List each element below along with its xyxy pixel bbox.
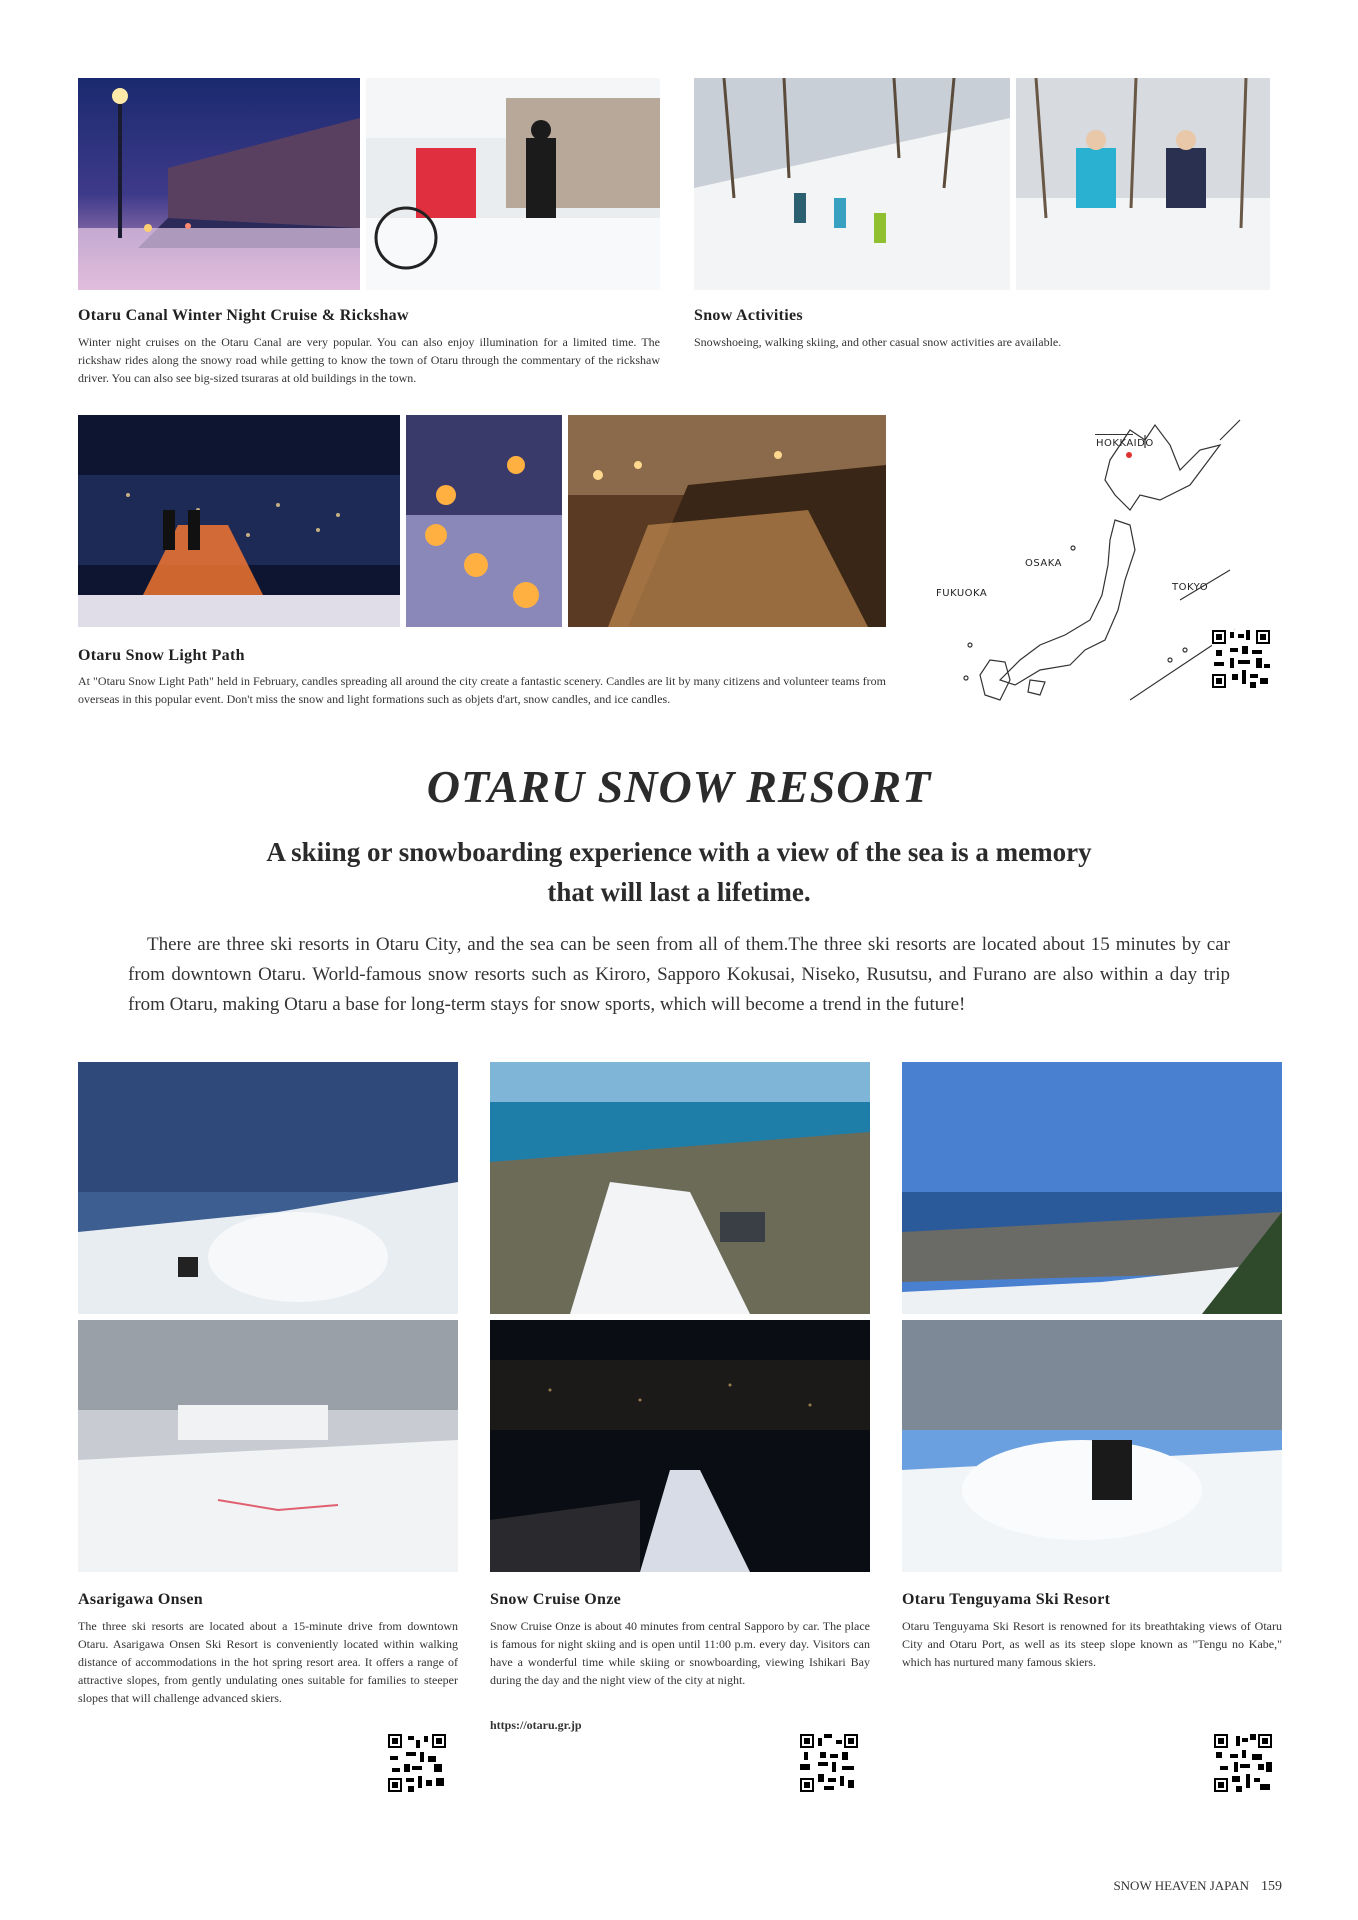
subtitle-line-1: A skiing or snowboarding experience with a view of the sea is a memory (266, 837, 1092, 867)
asarigawa-description: The three ski resorts are located about a 15-minute drive from downtown Otaru. Asarigawa Onsen Ski Resort is conveniently located within walking distance of accommodations in the hot spring resort area. It offers a range of attractive slopes, from gently undulating ones suitable for families to steeper slopes that will challenge advanced skiers. (78, 1619, 458, 1705)
snow-activities-description: Snowshoeing, walking skiing, and other casual snow activities are available. (694, 335, 1062, 349)
page-footer (1113, 1878, 1282, 1895)
night-view-couple-photo (78, 415, 400, 627)
snow-activities-title: Snow Activities (694, 307, 803, 324)
rickshaw-photo (366, 78, 660, 290)
qr-code-icon[interactable] (1212, 630, 1270, 688)
publication-name: SNOW HEAVEN JAPAN (1113, 1878, 1249, 1893)
map-label-tokyo: TOKYO (1172, 582, 1209, 593)
canal-snow-night-photo (568, 415, 886, 627)
tenguyama-view-photo (902, 1062, 1282, 1314)
asarigawa-slope-photo (78, 1320, 458, 1572)
feature-subtitle (200, 832, 1158, 912)
tenguyama-title: Otaru Tenguyama Ski Resort (902, 1591, 1111, 1608)
otaru-marker (1126, 452, 1132, 458)
onze-title: Snow Cruise Onze (490, 1591, 622, 1608)
map-label-osaka: OSAKA (1025, 558, 1062, 569)
japan-map (930, 400, 1260, 710)
canal-title: Otaru Canal Winter Night Cruise & Rickshaw (78, 307, 409, 324)
light-path-description: At "Otaru Snow Light Path" held in February, candles spreading all around the city create a fantastic scenery. Candles are lit by many citizens and volunteer teams from overseas in this popular event. Don't miss the snow and light formations such as objets d'art, snow candles, and ice candles. (78, 674, 886, 706)
subtitle-line-2: that will last a lifetime. (547, 877, 811, 907)
onze-qr-code-icon[interactable] (800, 1734, 858, 1792)
onze-night-photo (490, 1320, 870, 1572)
asarigawa-title: Asarigawa Onsen (78, 1591, 203, 1608)
tenguyama-powder-photo (902, 1320, 1282, 1572)
snowshoe-group-photo (694, 78, 1010, 290)
snowshoe-pair-photo (1016, 78, 1270, 290)
onze-description: Snow Cruise Onze is about 40 minutes from central Sapporo by car. The place is famous for night skiing and is open until 11:00 p.m. every day. Visitors can have a wonderful time while skiing or snowboarding, viewing Ishikari Bay during the day and the night view of the city at night. (490, 1619, 870, 1687)
map-label-hokkaido: HOKKAIDO (1096, 438, 1154, 449)
page-title: OTARU SNOW RESORT (426, 761, 932, 812)
canal-description: Winter night cruises on the Otaru Canal are very popular. You can also enjoy illumination for a limited time. The rickshaw rides along the snowy road while getting to know the town of Otaru through the commentary of the rickshaw driver. You can also see big-sized tsuraras at old buildings in the town. (78, 335, 660, 385)
feature-intro: There are three ski resorts in Otaru City, and the sea can be seen from all of them.The three ski resorts are located about 15 minutes by car from downtown Otaru. World-famous snow resorts such as Kiroro, Sapporo Kokusai, Niseko, Rusutsu, and Furano are also within a day trip from Otaru, making Otaru a base for long-term stays for snow sports, which will become a trend in the future! (128, 934, 1230, 1015)
candle-lanterns-photo (406, 415, 562, 627)
light-path-title: Otaru Snow Light Path (78, 647, 245, 664)
onze-website-link[interactable]: https://otaru.gr.jp (490, 1718, 582, 1732)
tenguyama-description: Otaru Tenguyama Ski Resort is renowned for its breathtaking views of Otaru City and Otaru Port, as well as its steep slope known as "Tengu no Kabe," which has nurtured many famous skiers. (902, 1619, 1282, 1669)
tenguyama-qr-code-icon[interactable] (1214, 1734, 1272, 1792)
asarigawa-qr-code-icon[interactable] (388, 1734, 446, 1792)
page-number: 159 (1261, 1879, 1282, 1894)
map-label-fukuoka: FUKUOKA (936, 588, 988, 599)
canal-night-photo (78, 78, 360, 290)
onze-coast-photo (490, 1062, 870, 1314)
asarigawa-powder-photo (78, 1062, 458, 1314)
